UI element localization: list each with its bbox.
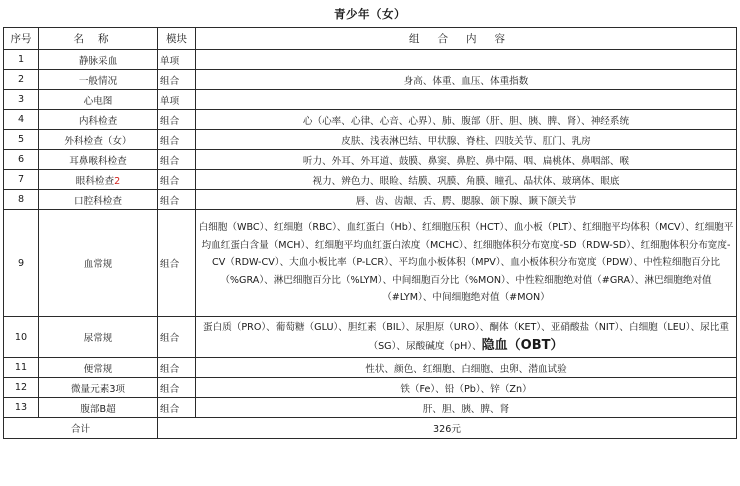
row-content: 白细胞（WBC）、红细胞（RBC）、血红蛋白（Hb）、红细胞压积（HCT）、血小板（PLT）、红细胞平均体积（MCV）、红细胞平均血红蛋白含量（MCH）、红细胞平均血红蛋白浓度（MCHC）、红细胞体积分布宽度-SD（RDW-SD）、红细胞体积分布宽度-CV（RDW-CV）、大血小板比率（P-LCR）、平均血小板体积（MPV）、血小板体积分布宽度（PDW）、中性粒细胞百分比（%GRA）、淋巴细胞百分比（%LYM）、中间细胞百分比（%MON）、中性粒细胞绝对值（#GRA）、淋巴细胞绝对值（#LYM）、中间细胞绝对值（#MON）	[198, 222, 734, 304]
row-name: 耳鼻喉科检查	[39, 150, 158, 170]
row-content: 皮肤、浅表淋巴结、甲状腺、脊柱、四肢关节、肛门、乳房	[196, 130, 737, 150]
table-row	[4, 90, 737, 110]
row-name: 便常规	[39, 358, 158, 378]
row-no: 13	[4, 398, 39, 418]
header-name: 名称	[39, 28, 158, 50]
table-row	[4, 50, 737, 70]
row-content	[196, 50, 737, 70]
total-label: 合计	[4, 418, 158, 439]
row-module: 单项	[158, 50, 196, 70]
row-module: 组合	[158, 70, 196, 90]
row-content: 身高、体重、血压、体重指数	[196, 70, 737, 90]
row-content: 肝、胆、胰、脾、肾	[196, 398, 737, 418]
row-module: 组合	[158, 317, 196, 358]
row-module: 组合	[158, 150, 196, 170]
header-module: 模块	[158, 28, 196, 50]
row-name: 微量元素3项	[39, 378, 158, 398]
row-name: 外科检查（女）	[39, 130, 158, 150]
row-no: 2	[4, 70, 39, 90]
row-name: 静脉采血	[39, 50, 158, 70]
table-row	[4, 110, 737, 130]
row-name: 口腔科检查	[39, 190, 158, 210]
row-name: 眼科检查	[75, 175, 115, 187]
row-name: 腹部B超	[39, 398, 158, 418]
row-module: 单项	[158, 90, 196, 110]
row-module: 组合	[158, 130, 196, 150]
row-no: 4	[4, 110, 39, 130]
row-content: 心（心率、心律、心音、心界）、肺、腹部（肝、胆、胰、脾、肾）、神经系统	[196, 110, 737, 130]
row-content: 铁（Fe）、铅（Pb）、锌（Zn）	[196, 378, 737, 398]
page-title: 青少年（女）	[334, 7, 406, 21]
row-name-cell	[39, 170, 158, 190]
row-no: 8	[4, 190, 39, 210]
row-no: 6	[4, 150, 39, 170]
header-no: 序号	[4, 28, 39, 50]
row-module: 组合	[158, 170, 196, 190]
row-name: 血常规	[39, 210, 158, 317]
row-no: 9	[4, 210, 39, 317]
row-content-cell	[196, 317, 737, 358]
total-row	[4, 418, 737, 439]
row-content	[196, 90, 737, 110]
row-no: 12	[4, 378, 39, 398]
row-name: 一般情况	[39, 70, 158, 90]
table-row	[4, 170, 737, 190]
table-row	[4, 70, 737, 90]
row-no: 11	[4, 358, 39, 378]
table-row	[4, 210, 737, 317]
package-table	[3, 27, 737, 439]
row-content: 听力、外耳、外耳道、鼓膜、鼻窦、鼻腔、鼻中隔、咽、扁桃体、鼻咽部、喉	[196, 150, 737, 170]
row-content: 蛋白质（PRO）、葡萄糖（GLU）、胆红素（BIL）、尿胆原（URO）、酮体（KET）、亚硝酸盐（NIT）、白细胞（LEU）、尿比重（SG）、尿酸碱度（pH）、	[203, 322, 729, 352]
row-no: 5	[4, 130, 39, 150]
row-no: 1	[4, 50, 39, 70]
row-name: 心电图	[39, 90, 158, 110]
row-module: 组合	[158, 378, 196, 398]
row-module: 组合	[158, 110, 196, 130]
row-no: 3	[4, 90, 39, 110]
row-content-emphasis: 隐血（OBT）	[481, 337, 564, 353]
row-module: 组合	[158, 398, 196, 418]
row-name-suffix: 2	[114, 175, 121, 187]
row-content: 性状、颜色、红细胞、白细胞、虫卵、潜血试验	[196, 358, 737, 378]
row-content: 唇、齿、齿龈、舌、腭、腮腺、颌下腺、颞下颌关节	[196, 190, 737, 210]
row-module: 组合	[158, 190, 196, 210]
table-row	[4, 378, 737, 398]
table-row	[4, 130, 737, 150]
header-content: 组合内容	[196, 28, 737, 50]
table-row	[4, 398, 737, 418]
row-content-cell	[196, 210, 737, 317]
row-module: 组合	[158, 358, 196, 378]
row-content: 视力、辨色力、眼睑、结膜、巩膜、角膜、瞳孔、晶状体、玻璃体、眼底	[196, 170, 737, 190]
row-module: 组合	[158, 210, 196, 317]
table-row	[4, 317, 737, 358]
row-name: 内科检查	[39, 110, 158, 130]
table-header-row	[4, 28, 737, 50]
table-row	[4, 190, 737, 210]
table-row	[4, 150, 737, 170]
row-no: 10	[4, 317, 39, 358]
table-row	[4, 358, 737, 378]
row-no: 7	[4, 170, 39, 190]
row-name: 尿常规	[39, 317, 158, 358]
total-value: 326元	[158, 418, 737, 439]
